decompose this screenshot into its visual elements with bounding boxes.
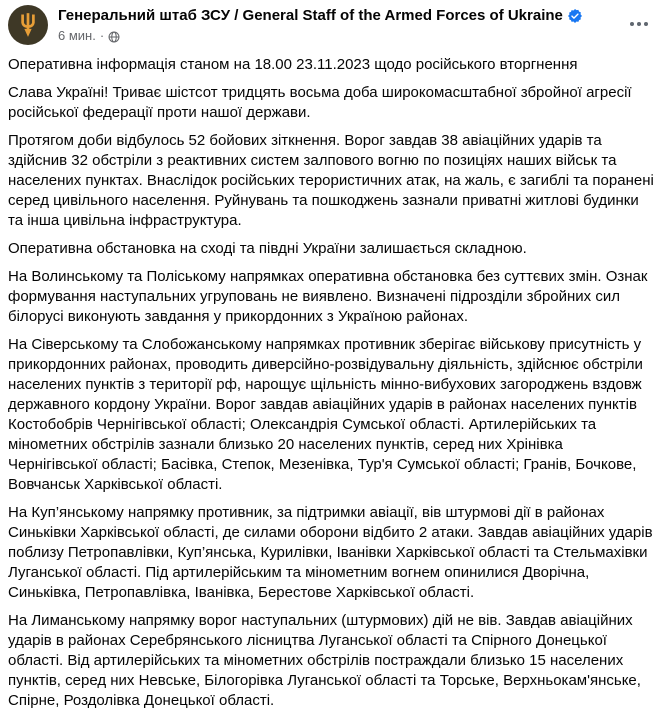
post-paragraph: Слава Україні! Триває шістсот тридцять восьма доба широкомасштабної збройної агресії російської федерації проти нашої держави. — [8, 84, 632, 121]
post-paragraph: На Волинському та Поліському напрямках оперативна обстановка без суттєвих змін. Ознак формування наступальних угруповань не виявлено. Визначені підрозділи збройних сил білорусі виконують завдання у прикордонних з Україною районах. — [8, 268, 648, 325]
post-paragraph: На Куп’янському напрямку противник, за підтримки авіації, вів штурмові дії в районах Синьківки Харківської області, де силами оборони відбито 2 атаки. Завдав авіаційних ударів поблизу Петропавлівки, Куп’янська, Курилівки, Іванівки Харківської області та Стельмахівки Луганської області. Під артилерійським та мінометним вогнем опинилися Дворічна, Синьківка, Петропавлівка, Іванівка, Берестове Харківської області. — [8, 504, 653, 601]
post-paragraph: Протягом доби відбулось 52 бойових зіткнення. Ворог завдав 38 авіаційних ударів та здійснив 32 обстріли з реактивних систем залпового вогню по позиціях наших військ та населених пунктах. Внаслідок російських терористичних атак, на жаль, є загиблі та поранені серед цивільного населення. Руйнувань та пошкоджень зазнали приватні житлові будинки та інша цивільна інфраструктура. — [8, 132, 654, 229]
globe-icon — [108, 31, 120, 43]
more-options-icon — [630, 22, 634, 26]
post-paragraph: На Сіверському та Слобожанському напрямках противник зберігає військову присутність у прикордонних районах, проводить диверсійно-розвідувальну діяльність, здійснює обстріли населених пунктів з території рф, нарощує щільність мінно-вибухових загороджень вздовж державного кордону України. Ворог завдав авіаційних ударів в районах населених пунктів Костобобрів Чернігівської області; Олександрія Сумської області. Артилерійських та мінометних обстрілів зазнали близько 20 населених пунктів, серед них Хрінівка Чернігівської області; Басівка, Степок, Мезенівка, Тур'я Сумської області; Гранів, Бочкове, Вовчанськ Харківської області. — [8, 336, 643, 493]
ukraine-trident-icon — [15, 11, 41, 39]
post-paragraph: На Лиманському напрямку ворог наступальних (штурмових) дій не вів. Завдав авіаційних ударів в районах Серебрянського лісництва Луганської області та Спірного Донецької області. Від артилерійських та мінометних обстрілів постраждали близько 15 населених пунктів, серед них Невське, Білогорівка Луганської області та Торське, Верхньокам'янське, Спірне, Роздолівка Донецької області. — [8, 612, 641, 709]
post-body — [0, 45, 666, 711]
post-paragraph: Оперативна інформація станом на 18.00 23.11.2023 щодо російського вторгнення — [8, 56, 578, 73]
post-timestamp[interactable]: 6 мин. — [58, 28, 96, 43]
post-paragraph: Оперативна обстановка на сході та півдні України залишається складною. — [8, 240, 527, 257]
more-options-button[interactable] — [628, 16, 650, 32]
post-meta — [58, 28, 582, 44]
page-name[interactable]: Генеральний штаб ЗСУ / General Staff of the Armed Forces of Ukraine — [58, 7, 563, 24]
header-text — [58, 5, 582, 44]
page-avatar[interactable] — [8, 5, 48, 45]
verified-badge-icon — [568, 9, 582, 23]
post-header — [0, 0, 666, 45]
meta-separator: · — [99, 28, 105, 43]
